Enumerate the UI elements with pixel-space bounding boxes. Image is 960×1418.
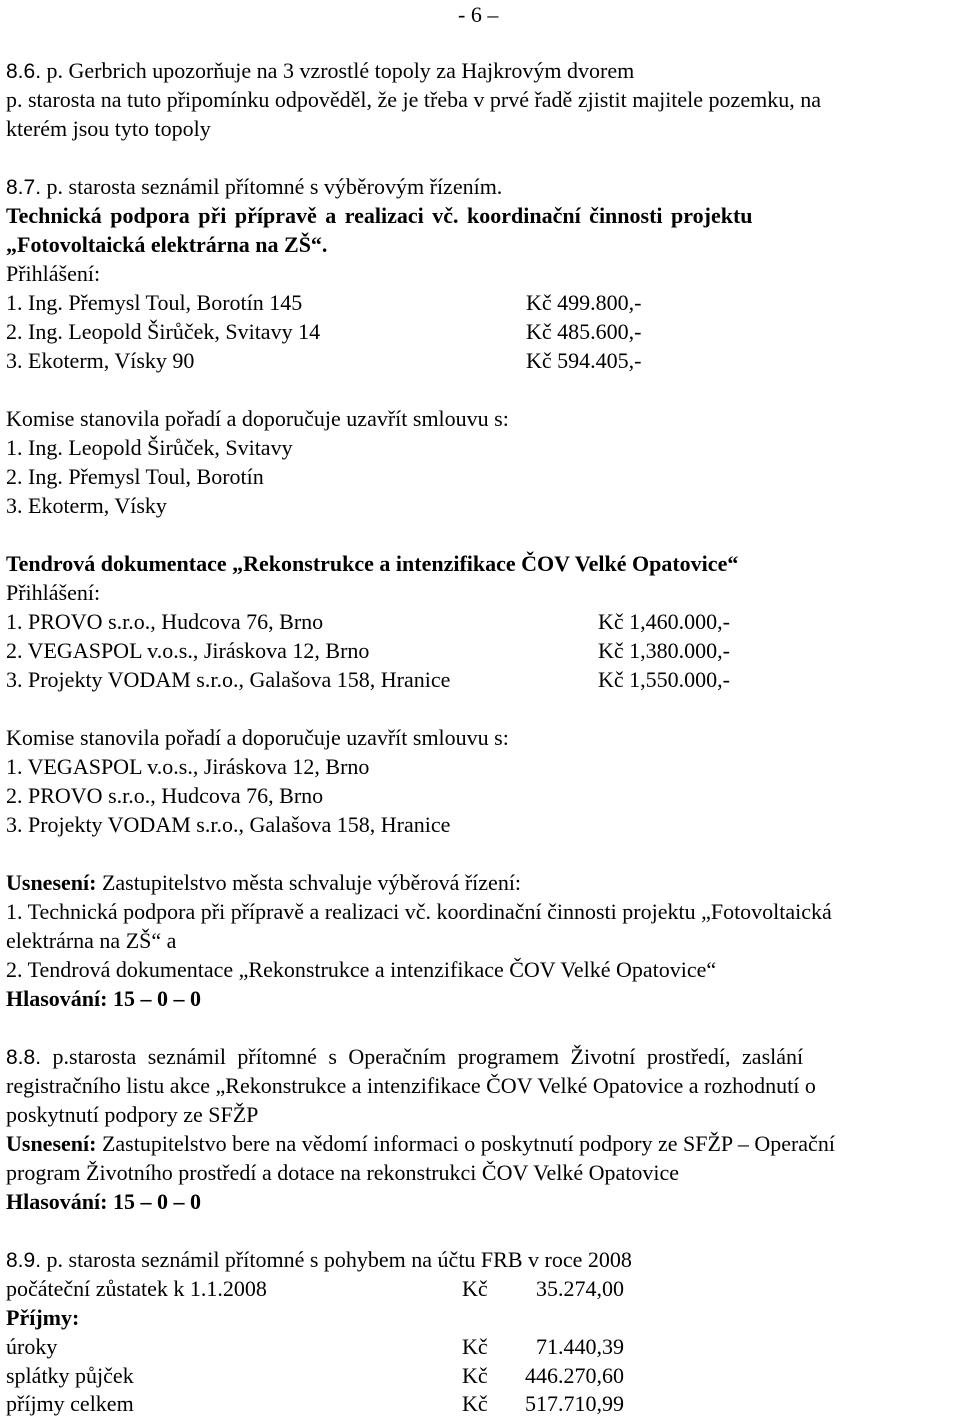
section-8-8-line-1 bbox=[6, 1042, 803, 1072]
resolution-item: 2. Tendrová dokumentace „Rekonstrukce a intenzifikace ČOV Velké Opatovice“ bbox=[6, 957, 717, 982]
bid-price: Kč 1,460.000,- bbox=[598, 609, 730, 634]
bid-name: 2. Ing. Leopold Širůček, Svitavy 14 bbox=[6, 319, 321, 344]
income-row-currency: Kč bbox=[462, 1334, 488, 1359]
order-item: 2. PROVO s.r.o., Hudcova 76, Brno bbox=[6, 783, 324, 808]
paragraph-text: p.starosta seznámil přítomné s Operačním programem Životní prostředí, zaslání bbox=[52, 1044, 804, 1069]
vote-result: Hlasování: 15 – 0 – 0 bbox=[6, 986, 201, 1011]
paragraph-text: p. starosta seznámil přítomné s pohybem na účtu FRB v roce 2008 bbox=[46, 1247, 632, 1272]
order-item: 2. Ing. Přemysl Toul, Borotín bbox=[6, 464, 264, 489]
section-8-7-title-1: Technická podpora při přípravě a realizaci vč. koordinační činnosti projektu bbox=[6, 203, 753, 228]
resolution bbox=[6, 868, 521, 897]
resolution-item: elektrárna na ZŠ“ a bbox=[6, 928, 177, 953]
bid-name: 1. PROVO s.r.o., Hudcova 76, Brno bbox=[6, 609, 324, 634]
tender-title: Tendrová dokumentace „Rekonstrukce a intenzifikace ČOV Velké Opatovice“ bbox=[6, 551, 739, 576]
account-row-currency: Kč bbox=[462, 1276, 488, 1301]
section-8-9-intro bbox=[6, 1245, 632, 1275]
section-number: 8.7. bbox=[6, 176, 42, 199]
order-item: 1. VEGASPOL v.o.s., Jiráskova 12, Brno bbox=[6, 754, 370, 779]
bid-row bbox=[6, 317, 320, 346]
section-8-6-line-3: kterém jsou tyto topoly bbox=[6, 116, 211, 141]
section-8-6-line-2: p. starosta na tuto připomínku odpověděl, že je třeba v prvé řadě zjistit majitele pozemku, na bbox=[6, 87, 821, 112]
section-8-7-title-2: „Fotovoltaická elektrárna na ZŠ“. bbox=[6, 232, 328, 257]
bid-price: Kč 499.800,- bbox=[526, 290, 642, 315]
section-8-8-line-3: poskytnutí podpory ze SFŽP bbox=[6, 1102, 259, 1127]
bid-name: 1. Ing. Přemysl Toul, Borotín 145 bbox=[6, 290, 303, 315]
income-row-label: splátky půjček bbox=[6, 1363, 134, 1388]
income-label: Příjmy: bbox=[6, 1305, 80, 1330]
resolution-item: 1. Technická podpora při přípravě a realizaci vč. koordinační činnosti projektu „Fotovoltaická bbox=[6, 899, 832, 924]
section-8-6-line-1 bbox=[6, 56, 634, 86]
resolution-text: Zastupitelstvo bere na vědomí informaci o poskytnutí podpory ze SFŽP – Operační bbox=[96, 1131, 835, 1156]
committee-label: Komise stanovila pořadí a doporučuje uzavřít smlouvu s: bbox=[6, 406, 509, 431]
bid-price: Kč 1,550.000,- bbox=[598, 667, 730, 692]
income-row-label: příjmy celkem bbox=[6, 1391, 134, 1416]
paragraph-text: p. starosta seznámil přítomné s výběrovým řízením. bbox=[46, 174, 503, 199]
order-item: 3. Ekoterm, Vísky bbox=[6, 493, 167, 518]
section-8-8-line-2: registračního listu akce „Rekonstrukce a intenzifikace ČOV Velké Opatovice a rozhodnutí o bbox=[6, 1073, 816, 1098]
page-number: - 6 – bbox=[458, 2, 499, 27]
income-row-amount: 517.710,99 bbox=[525, 1391, 624, 1416]
income-row-amount: 446.270,60 bbox=[525, 1363, 624, 1388]
order-item: 3. Projekty VODAM s.r.o., Galašova 158, Hranice bbox=[6, 812, 451, 837]
bid-row bbox=[6, 288, 302, 317]
resolution-label: Usnesení: bbox=[6, 870, 97, 895]
income-row-amount: 71.440,39 bbox=[536, 1334, 624, 1359]
bid-name: 3. Projekty VODAM s.r.o., Galašova 158, Hranice bbox=[6, 667, 451, 692]
bid-price: Kč 1,380.000,- bbox=[598, 638, 730, 663]
section-8-7-intro bbox=[6, 172, 502, 202]
section-number: 8.8. bbox=[6, 1046, 42, 1069]
paragraph-text: p. Gerbrich upozorňuje na 3 vzrostlé topoly za Hajkrovým dvorem bbox=[46, 58, 635, 83]
applicants-label: Přihlášení: bbox=[6, 580, 101, 605]
bid-price: Kč 485.600,- bbox=[526, 319, 642, 344]
applicants-label: Přihlášení: bbox=[6, 261, 101, 286]
committee-label: Komise stanovila pořadí a doporučuje uzavřít smlouvu s: bbox=[6, 725, 509, 750]
bid-name: 2. VEGASPOL v.o.s., Jiráskova 12, Brno bbox=[6, 638, 370, 663]
bid-name: 3. Ekoterm, Vísky 90 bbox=[6, 348, 195, 373]
vote-result: Hlasování: 15 – 0 – 0 bbox=[6, 1189, 201, 1214]
income-row-label: úroky bbox=[6, 1334, 58, 1359]
income-row-currency: Kč bbox=[462, 1363, 488, 1388]
bid-price: Kč 594.405,- bbox=[526, 348, 642, 373]
resolution-text: Zastupitelstvo města schvaluje výběrová řízení: bbox=[96, 870, 522, 895]
resolution bbox=[6, 1129, 835, 1158]
bid-row bbox=[6, 346, 194, 375]
resolution-label: Usnesení: bbox=[6, 1131, 97, 1156]
account-row-amount: 35.274,00 bbox=[536, 1276, 624, 1301]
section-number: 8.6. bbox=[6, 60, 42, 83]
section-number: 8.9. bbox=[6, 1249, 42, 1272]
account-row-label: počáteční zůstatek k 1.1.2008 bbox=[6, 1276, 267, 1301]
order-item: 1. Ing. Leopold Širůček, Svitavy bbox=[6, 435, 293, 460]
resolution-line-2: program Životního prostředí a dotace na rekonstrukci ČOV Velké Opatovice bbox=[6, 1160, 680, 1185]
income-row-currency: Kč bbox=[462, 1391, 488, 1416]
